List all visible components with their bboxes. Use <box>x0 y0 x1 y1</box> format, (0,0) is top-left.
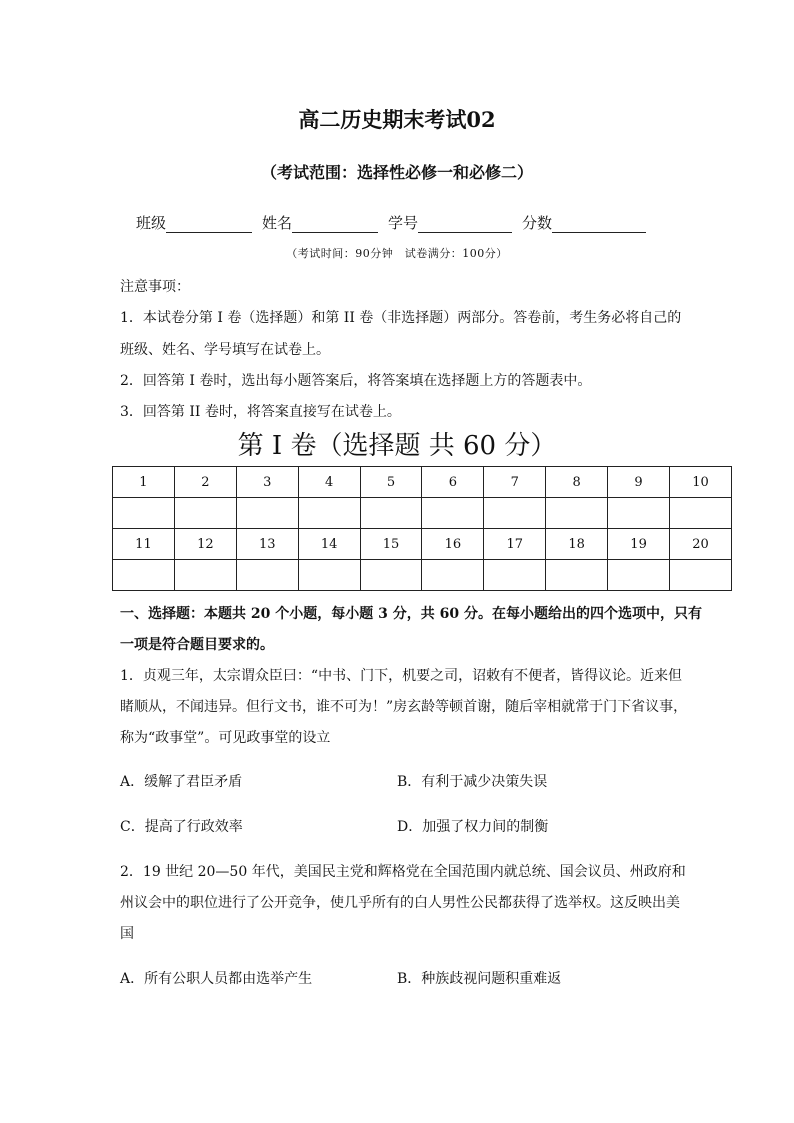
question-1-option-d[interactable]: D．加强了权力间的制衡 <box>397 819 549 835</box>
answer-cell[interactable] <box>670 560 732 591</box>
answer-cell[interactable] <box>422 560 484 591</box>
answer-cell[interactable] <box>298 560 360 591</box>
answer-number: 3 <box>236 467 298 498</box>
section-instruction: 一项是符合题目要求的。 <box>120 637 274 653</box>
question-1-text: 1．贞观三年，太宗谓众臣曰：“中书、门下，机要之司，诏敕有不便者，皆得议论。近来但 <box>120 668 683 684</box>
answer-number: 20 <box>670 529 732 560</box>
answer-number: 5 <box>360 467 422 498</box>
answer-number: 8 <box>546 467 608 498</box>
notes-heading: 注意事项： <box>120 279 190 295</box>
answer-number: 9 <box>608 467 670 498</box>
answer-number: 18 <box>546 529 608 560</box>
answer-number: 14 <box>298 529 360 560</box>
answer-cell[interactable] <box>174 560 236 591</box>
answer-number: 19 <box>608 529 670 560</box>
answer-cell[interactable] <box>608 498 670 529</box>
answer-cell[interactable] <box>422 498 484 529</box>
answer-cell[interactable] <box>484 498 546 529</box>
note-item: 3．回答第 II 卷时，将答案直接写在试卷上。 <box>120 404 401 420</box>
question-2-option-b[interactable]: B．种族歧视问题积重难返 <box>397 971 562 987</box>
question-2-text: 州议会中的职位进行了公开竞争，使几乎所有的白人男性公民都获得了选举权。这反映出美 <box>120 895 680 911</box>
exam-subtitle: （考试范围：选择性必修一和必修二） <box>260 163 533 182</box>
answer-blank-row <box>113 498 732 529</box>
score-field[interactable] <box>522 212 646 233</box>
answer-number: 17 <box>484 529 546 560</box>
student-id-blank[interactable] <box>418 216 512 233</box>
section-title: 第 I 卷（选择题 共 60 分） <box>237 431 557 461</box>
question-2-text: 国 <box>120 926 134 942</box>
question-2-text: 2．19 世纪 20—50 年代，美国民主党和辉格党在全国范围内就总统、国会议员、州政府和 <box>120 864 686 880</box>
exam-time-info: （考试时间：90分钟 试卷满分：100分） <box>286 247 508 260</box>
name-field[interactable] <box>262 212 378 233</box>
note-item: 班级、姓名、学号填写在试卷上。 <box>120 342 330 358</box>
answer-number: 16 <box>422 529 484 560</box>
answer-cell[interactable] <box>608 560 670 591</box>
answer-cell[interactable] <box>113 498 175 529</box>
answer-number: 11 <box>113 529 175 560</box>
question-2-option-a[interactable]: A．所有公职人员都由选举产生 <box>120 971 313 987</box>
answer-cell[interactable] <box>298 498 360 529</box>
question-1-option-b[interactable]: B．有利于减少决策失误 <box>397 774 548 790</box>
section-instruction: 一、选择题：本题共 20 个小题，每小题 3 分，共 60 分。在每小题给出的四个选项中，只有 <box>120 606 702 622</box>
score-label: 分数 <box>522 214 553 232</box>
answer-number: 1 <box>113 467 175 498</box>
student-info-fields <box>136 212 646 233</box>
class-field[interactable] <box>136 212 252 233</box>
answer-cell[interactable] <box>546 560 608 591</box>
name-blank[interactable] <box>292 216 378 233</box>
answer-number: 6 <box>422 467 484 498</box>
answer-number-row <box>113 529 732 560</box>
answer-number-row <box>113 467 732 498</box>
answer-number: 13 <box>236 529 298 560</box>
answer-cell[interactable] <box>484 560 546 591</box>
answer-number: 12 <box>174 529 236 560</box>
question-1-option-a[interactable]: A．缓解了君臣矛盾 <box>120 774 243 790</box>
class-label: 班级 <box>136 214 167 232</box>
answer-cell[interactable] <box>174 498 236 529</box>
name-label: 姓名 <box>262 214 293 232</box>
question-1-text: 睹顺从，不闻违异。但行文书，谁不可为！”房玄龄等顿首谢，随后宰相就常于门下省议事， <box>120 699 688 715</box>
answer-cell[interactable] <box>546 498 608 529</box>
student-id-label: 学号 <box>388 214 419 232</box>
student-id-field[interactable] <box>388 212 512 233</box>
question-1-text: 称为“政事堂”。可见政事堂的设立 <box>120 730 331 746</box>
class-blank[interactable] <box>166 216 252 233</box>
answer-blank-row <box>113 560 732 591</box>
answer-cell[interactable] <box>113 560 175 591</box>
answer-cell[interactable] <box>360 560 422 591</box>
answer-cell[interactable] <box>360 498 422 529</box>
exam-title: 高二历史期末考试02 <box>298 107 496 132</box>
note-item: 1．本试卷分第 I 卷（选择题）和第 II 卷（非选择题）两部分。答卷前，考生务必将自己的 <box>120 310 682 326</box>
score-blank[interactable] <box>552 216 646 233</box>
answer-number: 15 <box>360 529 422 560</box>
answer-number: 2 <box>174 467 236 498</box>
answer-number: 10 <box>670 467 732 498</box>
answer-table <box>112 466 732 591</box>
note-item: 2．回答第 I 卷时，选出每小题答案后，将答案填在选择题上方的答题表中。 <box>120 373 592 389</box>
answer-number: 7 <box>484 467 546 498</box>
answer-cell[interactable] <box>236 560 298 591</box>
answer-number: 4 <box>298 467 360 498</box>
answer-cell[interactable] <box>236 498 298 529</box>
answer-cell[interactable] <box>670 498 732 529</box>
question-1-option-c[interactable]: C．提高了行政效率 <box>120 819 243 835</box>
